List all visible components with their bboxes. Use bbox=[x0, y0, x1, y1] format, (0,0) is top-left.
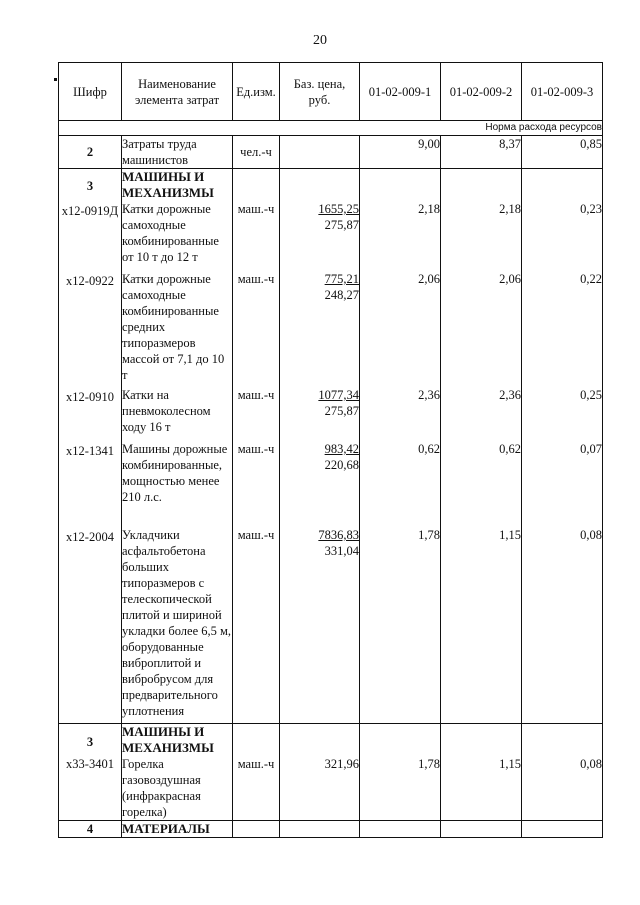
norm-label: Норма расхода ресурсов bbox=[59, 121, 603, 136]
header-name: Наименование элемента затрат bbox=[122, 63, 233, 121]
machine-price-wage: 220,68 bbox=[324, 458, 359, 472]
machine-v3 bbox=[522, 201, 602, 721]
machine-prices bbox=[280, 201, 359, 721]
machines-codes-cell bbox=[59, 169, 122, 724]
machines-v1-cell bbox=[360, 169, 441, 724]
machine-price-wage: 248,27 bbox=[324, 288, 359, 302]
burner-v3: 0,08 bbox=[580, 757, 602, 771]
machine-name: Машины дорожные комбинированные, мощностью менее 210 л.с. bbox=[122, 442, 228, 504]
burner-price-cell bbox=[280, 724, 360, 821]
header-col3: 01-02-009-3 bbox=[522, 63, 603, 121]
machine-price bbox=[280, 271, 359, 387]
machine-v2: 1,15 bbox=[499, 528, 521, 542]
header-code: Шифр bbox=[59, 63, 122, 121]
machine-unit: маш.-ч bbox=[237, 528, 275, 542]
machines-units-cell bbox=[233, 169, 280, 724]
machine-price-base: 775,21 bbox=[324, 272, 359, 286]
labor-v3: 0,85 bbox=[522, 136, 603, 169]
machines-names-cell bbox=[122, 169, 233, 724]
machine-code: х12-0910 bbox=[66, 390, 114, 404]
labor-num: 2 bbox=[59, 136, 122, 169]
machine-v2 bbox=[441, 201, 521, 721]
burner-v2-cell bbox=[441, 724, 522, 821]
burner-v2: 1,15 bbox=[499, 757, 521, 771]
machine-v2: 2,06 bbox=[499, 272, 521, 286]
machine-code: х12-2004 bbox=[66, 530, 114, 544]
machine-price-base: 7836,83 bbox=[318, 528, 359, 542]
machine-v1 bbox=[360, 201, 440, 721]
machine-code: х12-0919Д bbox=[61, 204, 119, 218]
machines-v3-cell bbox=[522, 169, 603, 724]
machines-prices-cell bbox=[280, 169, 360, 724]
labor-v1: 9,00 bbox=[360, 136, 441, 169]
machine-v1: 2,18 bbox=[418, 202, 440, 216]
machine-v2: 2,18 bbox=[499, 202, 521, 216]
machine-unit: маш.-ч bbox=[237, 388, 275, 402]
labor-price bbox=[280, 136, 360, 169]
machine-units bbox=[233, 201, 279, 721]
machine-codes bbox=[59, 203, 121, 723]
machine-v1: 0,62 bbox=[418, 442, 440, 456]
machine-code: х12-0922 bbox=[66, 274, 114, 288]
machines-section-title: МАШИНЫ И МЕХАНИЗМЫ bbox=[122, 169, 214, 200]
machines-section2-num: 3 bbox=[86, 735, 94, 749]
machine-v2: 2,36 bbox=[499, 388, 521, 402]
materials-title: МАТЕРИАЛЫ bbox=[122, 821, 233, 838]
machine-v3: 0,22 bbox=[580, 272, 602, 286]
header-price: Баз. цена, руб. bbox=[280, 63, 360, 121]
burner-v1-cell bbox=[360, 724, 441, 821]
machine-unit: маш.-ч bbox=[237, 202, 275, 216]
header-row bbox=[59, 63, 603, 121]
machine-unit: маш.-ч bbox=[237, 272, 275, 286]
machine-code: х12-1341 bbox=[66, 444, 114, 458]
machine-v1: 1,78 bbox=[418, 528, 440, 542]
labor-v2: 8,37 bbox=[441, 136, 522, 169]
machine-price-wage: 331,04 bbox=[324, 544, 359, 558]
machine-v3: 0,25 bbox=[580, 388, 602, 402]
burner-block bbox=[59, 724, 603, 821]
margin-dot bbox=[54, 78, 57, 81]
machine-v3: 0,23 bbox=[580, 202, 602, 216]
machines-v2-cell bbox=[441, 169, 522, 724]
burner-price: 321,96 bbox=[324, 757, 359, 771]
machine-price bbox=[280, 441, 359, 527]
machine-price-wage: 275,87 bbox=[324, 404, 359, 418]
machines-section-num: 3 bbox=[86, 179, 94, 193]
machine-v3: 0,08 bbox=[580, 528, 602, 542]
machine-names bbox=[122, 201, 232, 721]
machines-block bbox=[59, 169, 603, 724]
materials-num: 4 bbox=[59, 821, 122, 838]
machine-v2: 0,62 bbox=[499, 442, 521, 456]
machine-price bbox=[280, 527, 359, 721]
header-col2: 01-02-009-2 bbox=[441, 63, 522, 121]
burner-code: х33-3401 bbox=[66, 757, 114, 771]
machine-price bbox=[280, 387, 359, 441]
burner-v1: 1,78 bbox=[418, 757, 440, 771]
header-col1: 01-02-009-1 bbox=[360, 63, 441, 121]
burner-unit-cell bbox=[233, 724, 280, 821]
burner-code-cell bbox=[59, 724, 122, 821]
machine-price-base: 1655,25 bbox=[318, 202, 359, 216]
machine-price-base: 1077,34 bbox=[318, 388, 359, 402]
machine-price-wage: 275,87 bbox=[324, 218, 359, 232]
machine-v3: 0,07 bbox=[580, 442, 602, 456]
page-number: 20 bbox=[313, 33, 327, 48]
resource-table bbox=[58, 62, 603, 838]
norm-row bbox=[59, 121, 603, 136]
machine-name: Укладчики асфальтобетона больших типоразмеров с телескопической плитой и шириной укладки более 6,5 м, оборудованные виброплитой и вибробрусом для предварительного уплотнения bbox=[122, 528, 232, 718]
labor-unit: чел.-ч bbox=[233, 136, 280, 169]
burner-name-cell bbox=[122, 724, 233, 821]
burner-v3-cell bbox=[522, 724, 603, 821]
machine-price bbox=[280, 201, 359, 271]
labor-name: Затраты труда машинистов bbox=[122, 136, 233, 169]
machine-v1: 2,36 bbox=[418, 388, 440, 402]
machine-name: Катки дорожные самоходные комбинированные средних типоразмеров массой от 7,1 до 10 т bbox=[122, 272, 225, 382]
header-unit: Ед.изм. bbox=[233, 63, 280, 121]
machine-name: Катки на пневмоколесном ходу 16 т bbox=[122, 388, 211, 434]
machine-unit: маш.-ч bbox=[237, 442, 275, 456]
machine-price-base: 983,42 bbox=[324, 442, 359, 456]
labor-row bbox=[59, 136, 603, 169]
burner-name: Горелка газовоздушная (инфракрасная горелка) bbox=[122, 757, 201, 819]
machines-section2-title: МАШИНЫ И МЕХАНИЗМЫ bbox=[122, 724, 214, 755]
materials-row bbox=[59, 821, 603, 838]
machine-name: Катки дорожные самоходные комбинированные от 10 т до 12 т bbox=[122, 202, 219, 264]
burner-unit: маш.-ч bbox=[237, 757, 275, 771]
machine-v1: 2,06 bbox=[418, 272, 440, 286]
